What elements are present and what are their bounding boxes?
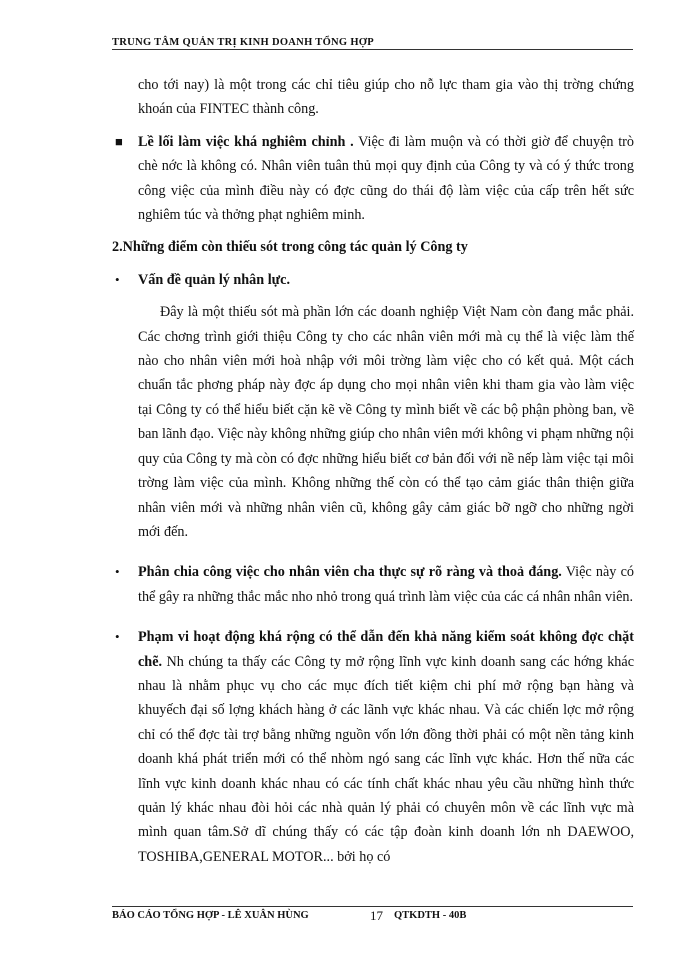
intro-paragraph: cho tới nay) là một trong các chỉ tiêu giúp cho nỗ lực tham gia vào thị trờng chứng khoán của FINTEC thành công. bbox=[138, 77, 634, 118]
footer-report-title: BÁO CÁO TỔNG HỢP - LÊ XUÂN HÙNG bbox=[112, 910, 309, 921]
bullet-work-discipline-text bbox=[138, 130, 634, 228]
hr-paragraph: Đây là một thiếu sót mà phần lớn các doanh nghiệp Việt Nam còn đang mắc phải. Các chơng trình giới thiệu Công ty cho các nhân viên mới mà cụ thể là việc làm thế nào cho nhân viên mới hoà nhập với môi trờng làm việc cho có kết quả. Một cách chuẩn tắc phơng pháp này đợc áp dụng cho mọi nhân viên khi tham gia vào làm việc tại Công ty có thể hiểu biết cặn kẽ về Công ty mình biết về các bộ phận phòng ban, về ban lãnh đạo. Việc này không những giúp cho nhân viên mới không vi phạm những nội quy của Công ty mà còn có đợc những hiểu biết cơ bản đối với nề nếp làm việc tại môi trờng làm việc của mình. Không những thế còn có thể tạo cảm giác thân thiện giữa nhân viên mới và những nhân viên cũ, không gây cảm giác bỡ ngỡ cho những ngời mới đến. bbox=[138, 304, 634, 540]
section-heading: 2.Những điểm còn thiếu sót trong công tác quản lý Công ty bbox=[112, 239, 468, 256]
bullet-hr-management bbox=[112, 268, 634, 292]
bullet-body: Nh chúng ta thấy các Công ty mở rộng lĩnh vực kinh doanh sang các hớng khác nhau là nhằm phục vụ cho các mục đích tiết kiệm chi phí mở rộng bạn hàng và khuyếch đại số lợng khách hàng ở các lãnh vực khác nhau. Và các chiến lợc mở rộng chỉ có thể đợc tài trợ bằng những nguồn vốn lớn đồng thời phải có một nền tảng kinh doanh khá phát triển mới có thể nhòm ngó sang các lĩnh vực khác. Hơn thế nữa các lĩnh vực kinh doanh khác nhau có các tính chất khác nhau yêu cầu những hình thức quản lý khác nhau đòi hỏi các nhà quản lý phải có chuyên môn về các lĩnh vực mà mình quan tâm.Sở dĩ chúng thấy có các tập đoàn kinh doanh lớn nh DAEWOO, TOSHIBA,GENERAL MOTOR... bởi họ có bbox=[138, 653, 634, 865]
bullet-heading: Vấn đề quản lý nhân lực. bbox=[138, 271, 291, 288]
page-number: 17 bbox=[370, 908, 383, 923]
bullet-heading: Phân chia công việc cho nhân viên cha thực sự rõ ràng và thoả đáng. bbox=[138, 564, 562, 581]
bullet-task-division-text bbox=[138, 560, 634, 609]
footer-rule bbox=[112, 906, 633, 907]
bullet-hr-heading-line bbox=[138, 268, 634, 292]
round-bullet-icon: • bbox=[115, 564, 120, 580]
bullet-heading: Lề lối làm việc khá nghiêm chỉnh . bbox=[138, 133, 354, 150]
header-rule bbox=[112, 49, 633, 50]
bullet-heading: Phạm vi hoạt động khá rộng có thể dẫn đến khả năng kiểm soát không đợc chặt chẽ. bbox=[138, 629, 634, 670]
bullet-scope-text bbox=[138, 625, 634, 869]
footer-class-code: QTKDTH - 40B bbox=[394, 910, 467, 921]
bullet-task-division bbox=[112, 560, 634, 609]
round-bullet-icon: • bbox=[115, 271, 120, 287]
running-header: TRUNG TÂM QUẢN TRỊ KINH DOANH TỔNG HỢP bbox=[112, 37, 374, 48]
page-body bbox=[112, 73, 634, 869]
bullet-work-discipline bbox=[112, 130, 634, 228]
square-bullet-icon: ■ bbox=[115, 133, 123, 149]
bullet-body: Việc đi làm muộn và có thời giờ để chuyện trò chè nớc là không có. Nhân viên tuân thủ mọi quy định của Công ty và có ý thức trong công việc của mình điều này có đợc cũng do thái độ làm việc của cấp trên hết sức nghiêm túc và thởng phạt nghiêm minh. bbox=[138, 133, 635, 224]
bullet-scope bbox=[112, 625, 634, 869]
bullet-body: Việc này có thể gây ra những thắc mắc nho nhỏ trong quá trình làm việc của các cá nhân nhân viên. bbox=[138, 564, 634, 605]
round-bullet-icon: • bbox=[115, 629, 120, 645]
